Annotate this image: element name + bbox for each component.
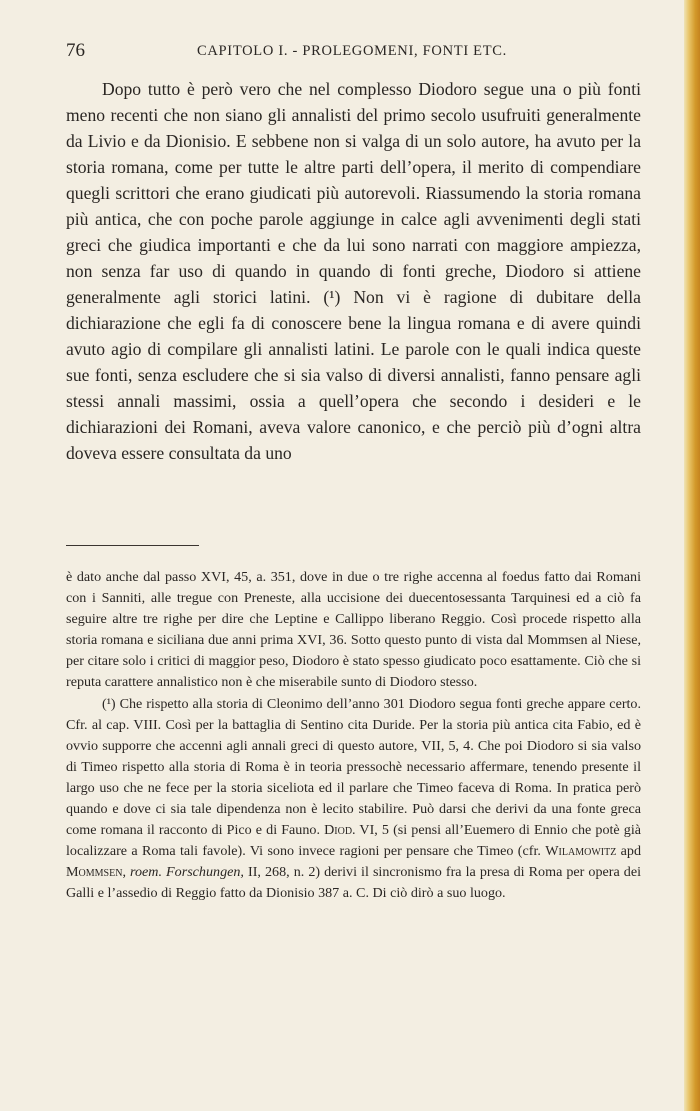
body-paragraph: Dopo tutto è però vero che nel complesso Diodoro segue una o più fonti meno recenti che non siano gli annalisti del primo secolo usufruiti generalmente da Livio e da Dionisio. E sebbene non si valga di un solo autore, ha avuto per la storia romana, come per tutte le altre parti dell’opera, il merito di compendiare quegli scrittori che erano giudicati più autorevoli. Riassumendo la storia romana più antica, che con poche parole aggiunge in calce agli avvenimenti degli stati greci che giudica importanti e che da lui sono narrati con maggiore ampiezza, non senza far uso di quando in quando di fonti greche, Diodoro si attiene generalmente agli storici latini. (¹) Non vi è ragione di dubitare della dichiarazione che egli fa di conoscere bene la lingua romana e di avere quindi avuto agio di compilare gli annalisti latini. Le parole con le quali indica queste sue fonti, senza escludere che si sia valso di diversi annalisti, fanno pensare agli stessi annali massimi, ossia a quell’opera che secondo i desideri e le dichiarazioni dei Romani, aveva valore canonico, e che perciò più d’ogni altra doveva essere consultata da uno (66, 79, 641, 463)
author-wilamowitz: Wilamowitz (545, 843, 617, 860)
author-diodorus: Diod. (324, 822, 356, 839)
page-header (66, 40, 640, 66)
page-number: 76 (66, 40, 85, 61)
main-text (66, 76, 641, 466)
footnote-1-text: (¹) Che rispetto alla storia di Cleonimo dell’anno 301 Diodoro segua fonti greche appare certo. Cfr. al cap. VIII. Così per la battaglia di Sentino cita Duride. Per la storia più antica cita Fabio, ed è ovvio supporre che accenni agli annali greci di questo autore, VII, 5, 4. Che poi Diodoro si sia valso di Timeo rispetto alla storia di Roma è in teoria pressochè necessario affermare, tenendo presente il largo uso che ne fece per la storia siceliota ed il parlare che Timeo faceva di Roma. In pratica però quando e dove ci sia tale dipendenza non è lecito stabilire. Può darsi che derivi da una fonte greca come romana il racconto di Pico e di Fauno. (66, 695, 641, 839)
page-edge (684, 0, 700, 1111)
running-head: CAPITOLO I. - PROLEGOMENI, FONTI ETC. (197, 43, 507, 59)
footnote-1-text-3: II, 268, n. 2) derivi il sincronismo fra la presa di Roma per opera dei Galli e l’assedio di Reggio fatto da Dionisio 387 a. C. Di ciò dirò a suo luogo. (66, 864, 642, 902)
author-mommsen: Mommsen (66, 864, 123, 881)
footnotes (66, 567, 641, 905)
footnote-1 (66, 694, 641, 905)
footnote-1-apd: apd (616, 843, 642, 860)
footnote-divider (66, 545, 199, 546)
footnote-1-comma: , (122, 864, 131, 881)
footnote-1-text-2: VI, 5 (si pensi all’Euemero di Ennio che potè già localizzare a Roma tali favole). Vi sono invece ragioni per pensare che Timeo (cfr. (66, 822, 641, 860)
work-title: roem. Forschungen, (130, 864, 244, 881)
footnote-continuation: è dato anche dal passo XVI, 45, a. 351, dove in due o tre righe accenna al foedus fatto dai Romani con i Sanniti, alle tregue con Preneste, alla uccisione dei duecentosessanta Tarquinesi ed a ciò fa seguire altre tre righe per dire che Leptine e Callippo liberano Reggio. Così procede rispetto alla storia romana e siciliana due anni prima XVI, 36. Sotto questo punto di vista dal Mommsen al Niese, per citare solo i critici di maggior peso, Diodoro è stato spesso giudicato poco esattamente. Ciò che si reputa carattere annalistico non è che miserabile sunto di Diodoro stesso. (66, 569, 641, 691)
